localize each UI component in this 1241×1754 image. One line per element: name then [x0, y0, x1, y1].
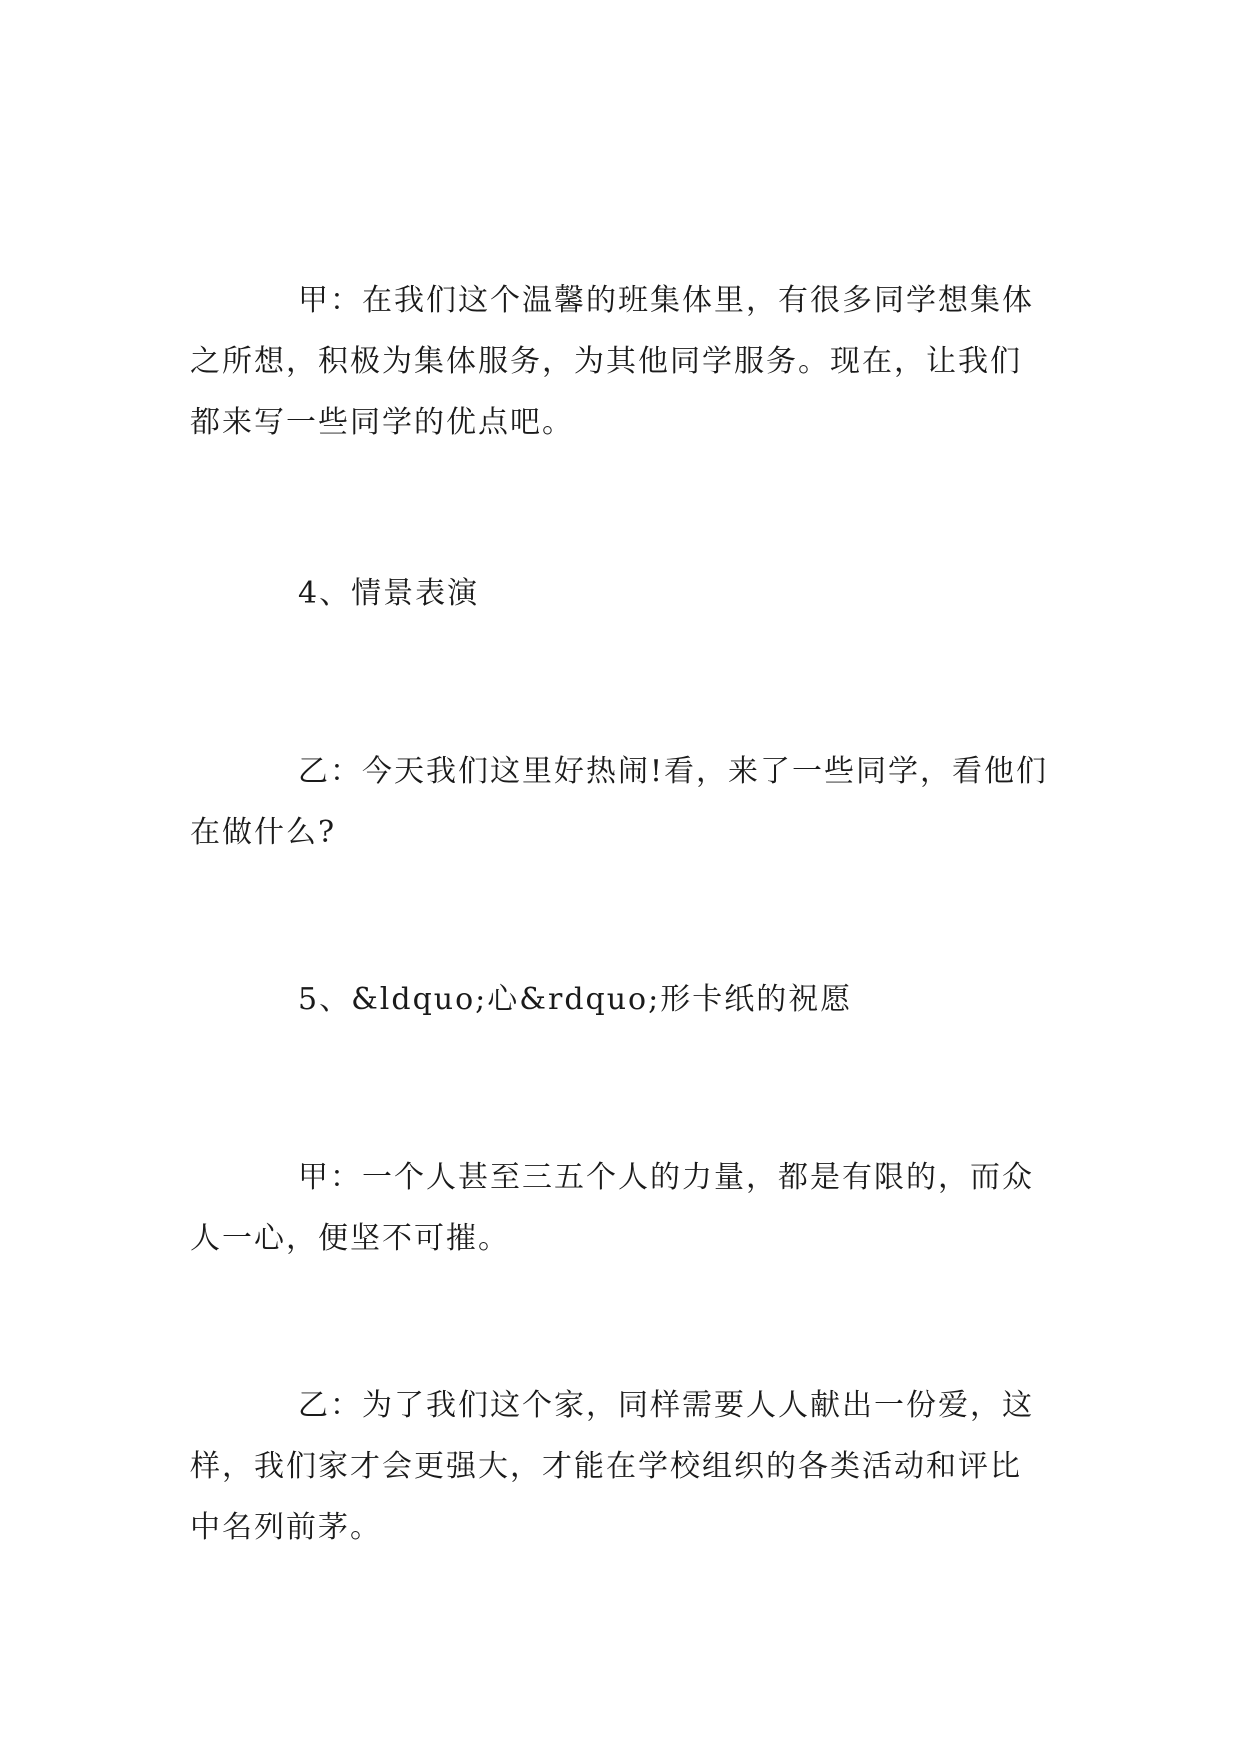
section-heading-4: 4、情景表演 — [298, 576, 480, 611]
dialogue-paragraph-yi-1: 乙：今天我们这里好热闹!看，来了一些同学，看他们在做什么? — [190, 754, 1049, 850]
section-heading-5: 5、&ldquo;心&rdquo;形卡纸的祝愿 — [298, 982, 853, 1017]
dialogue-paragraph-jia-2: 甲：一个人甚至三五个人的力量，都是有限的，而众人一心，便坚不可摧。 — [190, 1160, 1034, 1256]
dialogue-paragraph-jia-1: 甲：在我们这个温馨的班集体里，有很多同学想集体之所想，积极为集体服务，为其他同学服务。现在，让我们都来写一些同学的优点吧。 — [190, 283, 1034, 440]
dialogue-paragraph-yi-2: 乙：为了我们这个家，同样需要人人献出一份爱，这样，我们家才会更强大，才能在学校组织的各类活动和评比中名列前茅。 — [190, 1388, 1034, 1545]
